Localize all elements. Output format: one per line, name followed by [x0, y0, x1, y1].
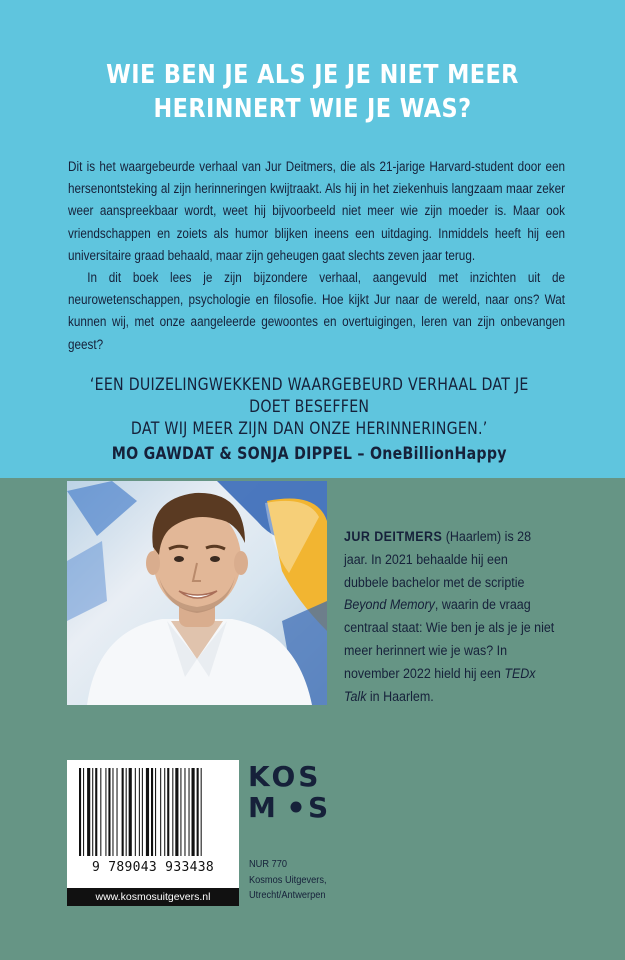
author-city: (Haarlem): [442, 529, 502, 545]
bio-part-2: , waarin de vraag centraal staat: Wie ben je als je je niet meer herinnert wie je was? In november 2022 hield hij een: [344, 597, 555, 682]
barcode-bar: [180, 768, 181, 856]
barcode-bar: [164, 768, 165, 856]
barcode-bar: [151, 768, 153, 856]
barcode-bar: [175, 768, 178, 856]
quote-line-1: ‘EEN DUIZELINGWEKKEND WAARGEBEURD VERHAAL DAT JE DOET BESEFFEN: [89, 375, 529, 416]
barcode-bar: [112, 768, 113, 856]
quote-line-2: DAT WIJ MEER ZIJN DAN ONZE HERINNERINGEN.’: [130, 419, 488, 438]
barcode-bar: [126, 768, 127, 856]
barcode-bar: [160, 768, 161, 856]
author-bio: [344, 526, 555, 708]
headline-line-2: HERINNERT WIE JE WAS?: [153, 94, 472, 124]
author-name: JUR DEITMERS: [344, 529, 443, 545]
barcode-bar: [129, 768, 132, 856]
barcode-bar: [95, 768, 97, 856]
logo-dot: [291, 802, 302, 813]
barcode-bar: [79, 768, 81, 856]
barcode-bar: [92, 768, 93, 856]
blurb-paragraph-1: Dit is het waargebeurde verhaal van Jur Deitmers, die als 21-jarige Harvard-student door een hersenontsteking al zijn herinneringen kwijtraakt. Als hij in het ziekenhuis langzaam maar zeker weer aanspreekbaar wordt, weet hij bijvoorbeeld niet meer wie zijn moeder is. Maar ook vriendschappen en zoiets als humor blijken ineens een uitdaging. Inmiddels heeft hij een universitaire graad behaald, maar zijn geheugen gaat slechts zeven jaar terug.: [68, 159, 565, 263]
headline-line-1: WIE BEN JE ALS JE JE NIET MEER: [106, 60, 519, 90]
bio-part-3: in Haarlem.: [366, 688, 434, 705]
publisher-location: Utrecht/Antwerpen: [249, 889, 326, 901]
barcode-bar: [83, 768, 84, 856]
barcode-bar: [189, 768, 190, 856]
kosmos-logo: [248, 759, 334, 819]
nur-code: NUR 770: [249, 858, 288, 870]
barcode-bar: [135, 768, 136, 856]
headline: [78, 58, 547, 126]
barcode-bar: [87, 768, 90, 856]
barcode-bar: [184, 768, 185, 856]
author-photo-illustration: [67, 481, 327, 705]
endorsement-quote: [68, 374, 550, 465]
barcode-bar: [117, 768, 118, 856]
talk-title: TEDx Talk: [344, 665, 536, 705]
logo-line-2-left: M: [248, 791, 276, 819]
author-photo: [67, 481, 327, 705]
blurb: [68, 156, 565, 356]
publisher-name: Kosmos Uitgevers,: [249, 873, 327, 886]
barcode-bar: [108, 768, 110, 856]
barcode-bars: [67, 760, 239, 860]
quote-attribution: MO GAWDAT & SONJA DIPPEL – OneBillionHappy: [111, 444, 507, 463]
barcode-bar: [142, 768, 143, 856]
barcode-bar: [122, 768, 124, 856]
thesis-title: Beyond Memory: [344, 597, 435, 614]
blurb-paragraph-2: In dit boek lees je zijn bijzondere verhaal, aangevuld met inzichten uit de neurowetenschappen, psychologie en filosofie. Hoe kijkt Jur naar de wereld, naar ons? Wat kunnen wij, met onze aangeleerde gewoontes en overtuigingen, leren van zijn onbevangen geest?: [68, 270, 565, 352]
barcode-bar: [155, 768, 156, 856]
barcode-bar: [167, 768, 169, 856]
isbn-number: 9 789043 933438: [92, 860, 214, 875]
kosmos-logo-mark: [248, 759, 334, 819]
barcode-bar: [146, 768, 149, 856]
bio-part-1: is 28 jaar. In 2021 behaalde hij een dubbele bachelor met de scriptie: [344, 529, 532, 591]
barcode-bar: [197, 768, 199, 856]
barcode-bar: [172, 768, 173, 856]
barcode-bar: [192, 768, 195, 856]
author-bio-text: [344, 526, 555, 708]
barcode-bar: [201, 768, 202, 856]
logo-line-2-right: S: [308, 791, 329, 819]
barcode-bar: [100, 768, 101, 856]
logo-line-1: KOS: [248, 760, 322, 793]
barcode: [67, 760, 239, 888]
barcode-bar: [139, 768, 140, 856]
publisher-info: [249, 857, 372, 904]
publisher-url: www.kosmosuitgevers.nl: [67, 888, 239, 906]
barcode-bar: [105, 768, 106, 856]
